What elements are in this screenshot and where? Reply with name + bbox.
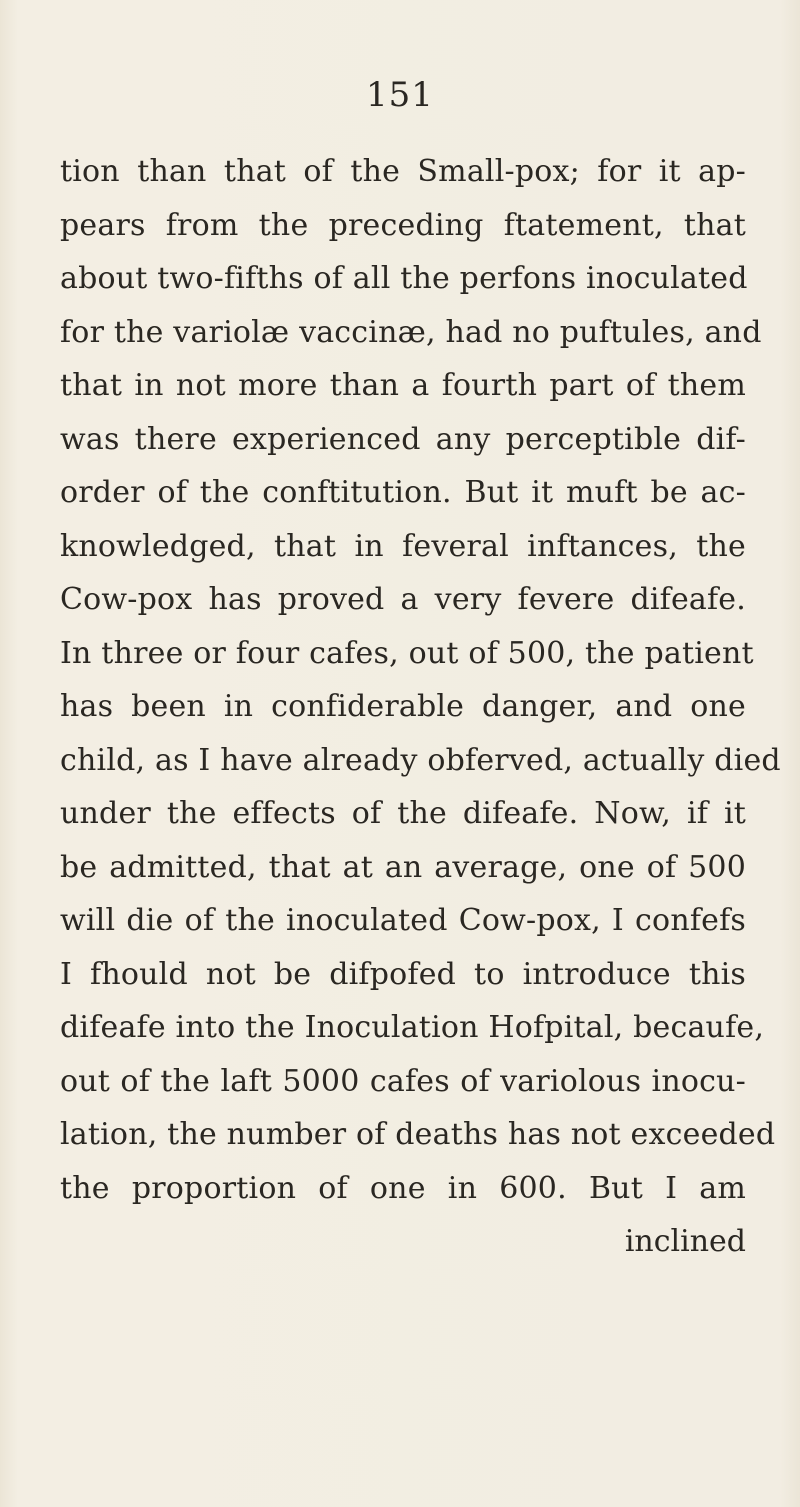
- text-line: was there experienced any perceptible dif-: [60, 421, 746, 457]
- text-line: knowledged, that in feveral inftances, the: [60, 528, 746, 564]
- text-line: Cow-pox has proved a very fevere difeafe.: [60, 582, 746, 617]
- text-line: order of the conftitution. But it muft be ac-: [60, 475, 746, 510]
- text-line: the proportion of one in 600. But I am: [60, 1170, 746, 1206]
- text-line: tion than that of the Small-pox; for it ap-: [60, 154, 746, 189]
- text-line: lation, the number of deaths has not exceeded: [60, 1117, 776, 1152]
- body-text: [60, 145, 781, 1259]
- text-line: child, as I have already obferved, actually died: [60, 742, 781, 778]
- text-line: out of the laft 5000 cafes of variolous inocu-: [60, 1063, 746, 1099]
- text-line: In three or four cafes, out of 500, the patient: [60, 635, 754, 671]
- text-line: for the variolæ vaccinæ, had no puftules, and: [60, 314, 762, 350]
- text-line: that in not more than a fourth part of them: [60, 368, 746, 403]
- text-line: about two-fifths of all the perfons inoculated: [60, 261, 748, 296]
- text-line: pears from the preceding ftatement, that: [60, 207, 746, 243]
- text-line: be admitted, that at an average, one of 500: [60, 849, 746, 885]
- text-line: will die of the inoculated Cow-pox, I confefs: [60, 903, 746, 938]
- text-line: difeafe into the Inoculation Hofpital, becaufe,: [60, 1010, 765, 1045]
- catchword: inclined: [624, 1224, 746, 1259]
- text-line: I fhould not be difpofed to introduce this: [60, 956, 746, 992]
- text-line: has been in confiderable danger, and one: [60, 689, 746, 724]
- page-number: 151: [366, 75, 434, 115]
- text-line: under the effects of the difeafe. Now, if it: [60, 796, 746, 831]
